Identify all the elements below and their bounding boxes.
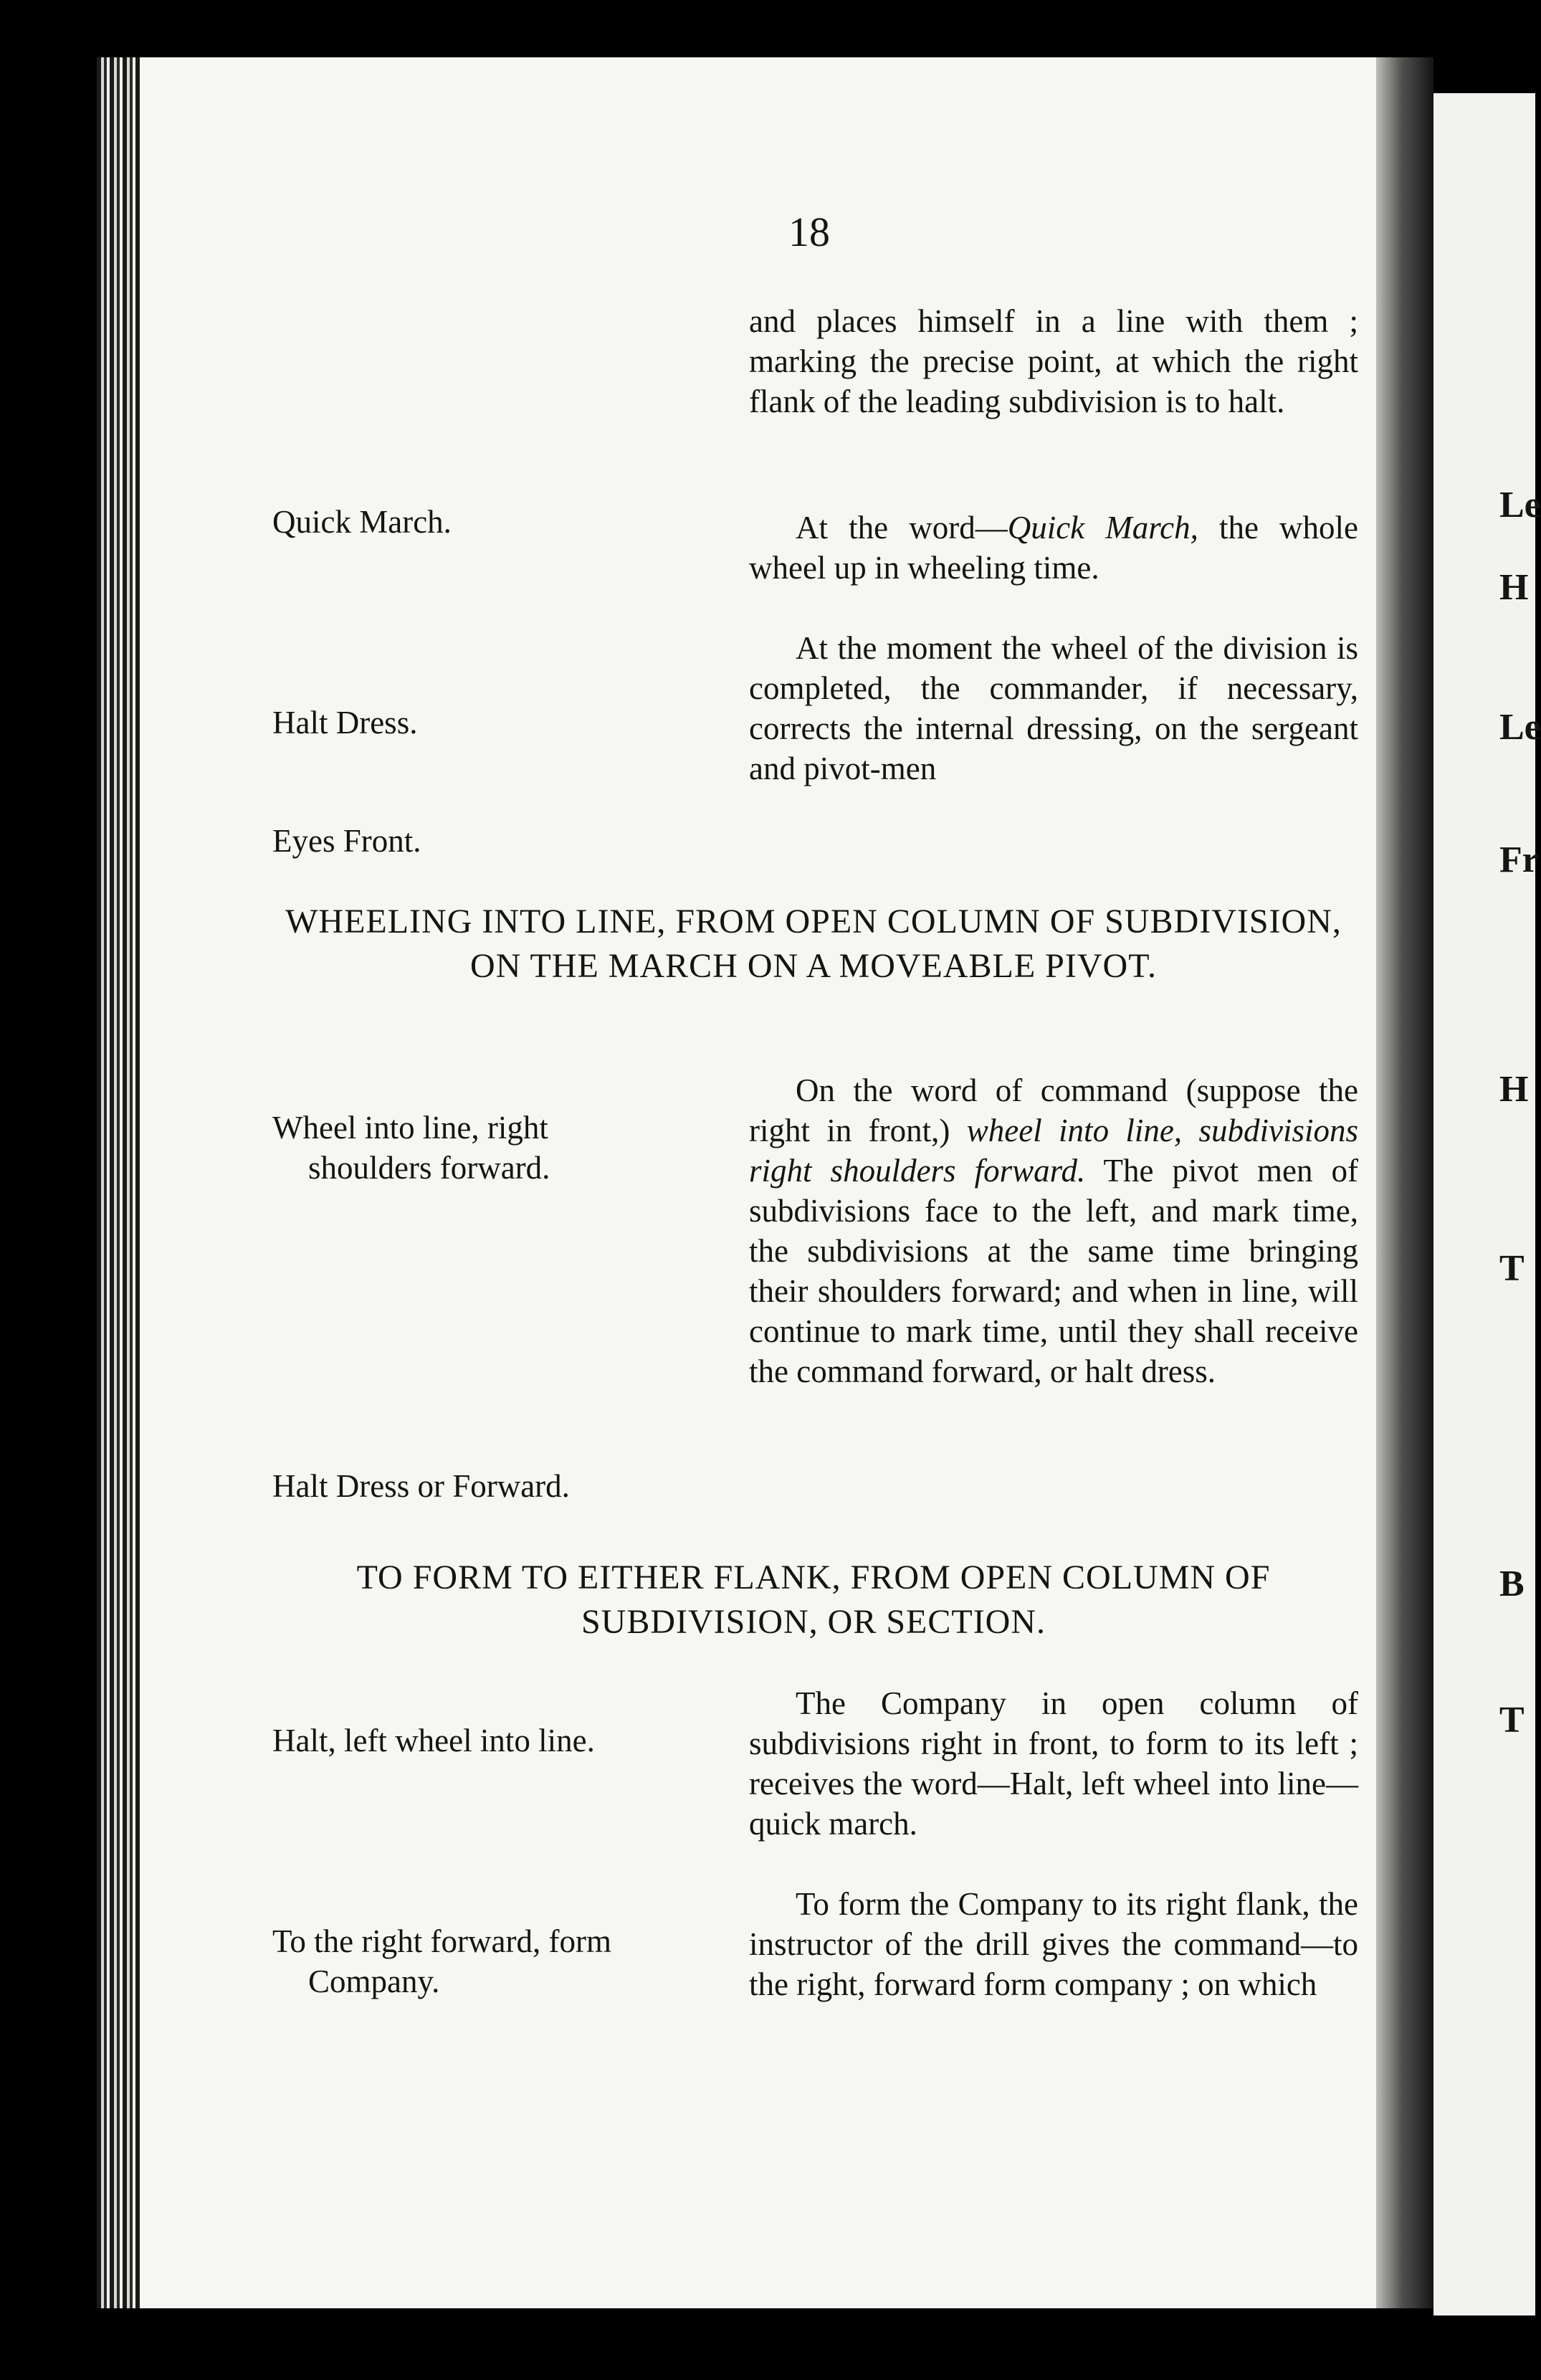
command-right-forward-line1: To the right forward, form bbox=[272, 1923, 611, 1959]
paragraph-2-text: At the word— bbox=[796, 510, 1008, 546]
paragraph-4-italic: wheel into line, subdivisions right shoulders forward. bbox=[749, 1113, 1359, 1189]
paragraph-2-italic: Quick March, bbox=[1007, 510, 1198, 546]
command-right-forward-line2: Company. bbox=[308, 1964, 440, 1999]
gutter-shadow bbox=[1376, 57, 1433, 2308]
paragraph-3: At the moment the wheel of the division is completed, the commander, if necessary, corrects the internal dressing, on the sergeant and pivot-men bbox=[749, 630, 1358, 786]
page-number: 18 bbox=[788, 209, 830, 255]
command-eyes-front: Eyes Front. bbox=[272, 823, 421, 859]
command-wheel-into-line-line2: shoulders forward. bbox=[308, 1150, 550, 1186]
section-heading-wheeling: WHEELING INTO LINE, FROM OPEN COLUMN OF SUBDIVISION, ON THE MARCH ON A MOVEABLE PIVOT. bbox=[285, 903, 1342, 985]
facing-page bbox=[1433, 93, 1541, 2315]
facing-letter: Fr bbox=[1499, 839, 1539, 880]
facing-letter: B bbox=[1499, 1563, 1525, 1604]
command-halt-left-wheel: Halt, left wheel into line. bbox=[272, 1723, 595, 1758]
paragraph-2-text-end: the whole wheel up in wheeling time. bbox=[749, 510, 1359, 586]
paragraph-4 bbox=[749, 1070, 1358, 1391]
command-halt-dress: Halt Dress. bbox=[272, 705, 418, 741]
facing-letter: Le bbox=[1499, 485, 1541, 525]
facing-letter: T bbox=[1499, 1248, 1525, 1289]
facing-letter: H bbox=[1499, 567, 1529, 608]
paragraph-2 bbox=[749, 508, 1358, 588]
command-quick-march: Quick March. bbox=[272, 504, 452, 540]
page-edge-left bbox=[97, 57, 140, 2308]
paragraph-5: The Company in open column of subdivisions right in front, to form to its left ; receives the word—Halt, left wheel into line—quick march. bbox=[749, 1685, 1358, 1842]
command-halt-dress-forward: Halt Dress or Forward. bbox=[272, 1468, 570, 1504]
command-wheel-into-line bbox=[272, 1108, 724, 1188]
paragraph-1: and places himself in a line with them ; marking the precise point, at which the right flank of the leading subdivision is to halt. bbox=[749, 303, 1358, 419]
command-right-forward bbox=[272, 1921, 724, 2001]
paragraph-4-text: On the word of command (suppose the right in front,) bbox=[749, 1072, 1358, 1148]
facing-letter: T bbox=[1499, 1700, 1525, 1741]
section-heading-form-flank: TO FORM TO EITHER FLANK, FROM OPEN COLUMN OF SUBDIVISION, OR SECTION. bbox=[356, 1558, 1271, 1641]
facing-letter: H bbox=[1499, 1069, 1529, 1110]
paragraph-6: To form the Company to its right flank, the instructor of the drill gives the command—to the right, forward form company ; on which bbox=[749, 1886, 1358, 2002]
command-wheel-into-line-line1: Wheel into line, right bbox=[272, 1110, 548, 1146]
paragraph-4-text-end: The pivot men of subdivisions face to the left, and mark time, the subdivisions at the same time bringing their shoulders forward; and when in line, will continue to mark time, until they shall receive the command forward, or halt dress. bbox=[749, 1153, 1358, 1389]
facing-letter: Le bbox=[1499, 707, 1541, 748]
